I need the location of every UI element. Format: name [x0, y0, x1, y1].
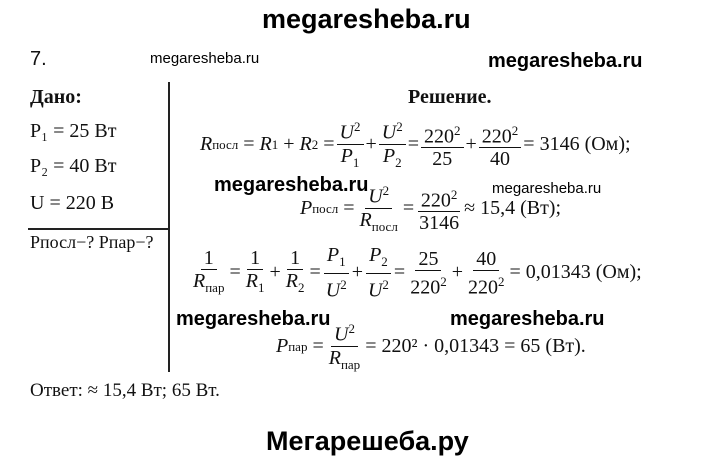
formula-r-series: R посл = R 1 + R 2 = $\frac{U^2}{P_1}$ + $\frac{U^2}{P_2}$ = $\frac{220^2}{25}$ + $\frac{220^2}{40}$ = 3146 (Ом); [200, 116, 631, 174]
formula-1-result: = 3146 (Ом); [523, 133, 631, 156]
formula-r-parallel: $\frac{1}{R_{пар}}$ = $\frac{1}{R_1}$ + $\frac{1}{R_2}$ = $\frac{P_1}{U^2}$ + $\frac{P_2}{U^2}$ = $\frac{25}{220^2}$ + $\frac{40}{220^2}$ = 0,01343 (Ом); [193, 244, 642, 302]
formula-p-series: P посл = $\frac{U^2}{R_{посл}}$ = $\frac{220^2}{3146}$ ≈ 15,4 (Вт); [300, 180, 561, 238]
answer-line: Ответ: ≈ 15,4 Вт; 65 Вт. [30, 380, 220, 401]
formula-3-result: = 0,01343 (Ом); [509, 261, 642, 284]
given-item-p2: P₂ = 40 Вт [30, 155, 117, 177]
given-title: Дано: [30, 86, 82, 108]
watermark-small-1: megaresheba.ru [150, 50, 260, 67]
formula-4-result: = 220² · 0,01343 = 65 (Вт). [365, 335, 586, 358]
problem-number: 7. [30, 48, 47, 70]
watermark-bottom: Мегарешеба.ру [266, 426, 469, 456]
given-item-p1: P₁ = 25 Вт [30, 120, 117, 142]
watermark-mid-1: megaresheba.ru [214, 174, 369, 196]
watermark-top: megaresheba.ru [262, 4, 471, 34]
watermark-right-1: megaresheba.ru [488, 50, 643, 72]
formula-p-parallel: P пар = $\frac{U^2}{R_{пар}}$ = 220² · 0,01343 = 65 (Вт). [276, 318, 586, 376]
watermark-mid-3: megaresheba.ru [450, 308, 605, 330]
watermark-small-2: megaresheba.ru [492, 180, 602, 197]
formula-2-result: ≈ 15,4 (Вт); [464, 197, 562, 220]
find-line: Pпосл−? Pпар−? [30, 232, 154, 252]
given-vertical-divider [168, 82, 170, 372]
solution-title: Решение. [408, 86, 492, 108]
given-horizontal-divider [28, 228, 169, 230]
watermark-mid-2: megaresheba.ru [176, 308, 331, 330]
given-item-u: U = 220 В [30, 192, 115, 214]
